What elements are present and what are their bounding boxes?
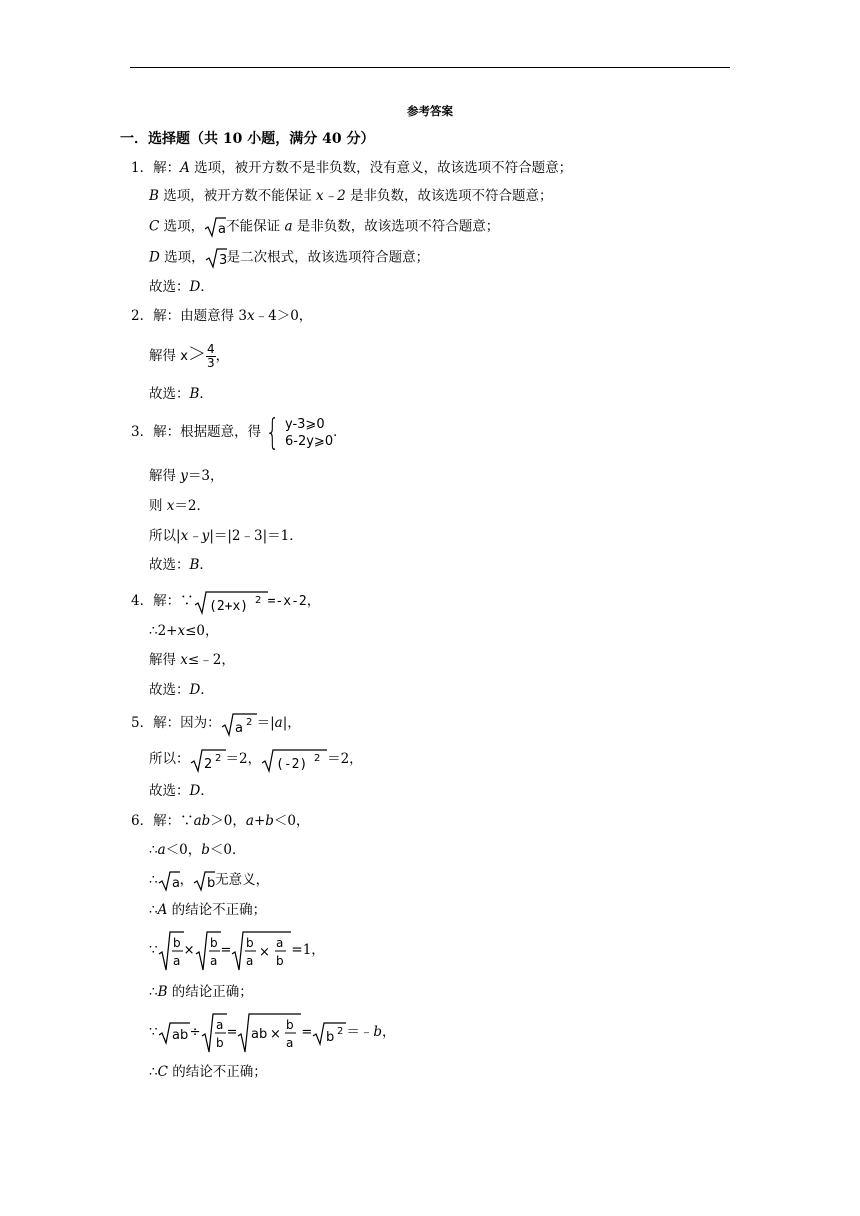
q5-answer xyxy=(149,781,214,801)
q6-line-2 xyxy=(149,868,269,893)
q6-l4-times: × xyxy=(183,943,195,958)
q1-line-c xyxy=(149,216,499,238)
q1-a-label: A xyxy=(180,160,190,176)
q1-ans-pre: 故选： xyxy=(149,279,190,295)
q1-line-a xyxy=(131,158,572,178)
q5-r1-exponent: 2 xyxy=(214,752,221,764)
q2-ans-post: ． xyxy=(199,386,213,402)
q5-line-lead xyxy=(131,710,301,737)
sqrt-3-radical xyxy=(205,247,227,269)
q6-l6-rhs: ＝﹣ xyxy=(346,1024,374,1040)
q6-l1-post: ＜0． xyxy=(209,842,246,858)
q6-l4-f1d: a xyxy=(172,954,180,968)
q2-lead: 2．解：由题意得 3 xyxy=(131,308,247,324)
q2-ans-pre: 故选： xyxy=(149,386,190,402)
q6-cond2-post: ＜0， xyxy=(273,813,310,829)
q6-l3-pre: ∴ xyxy=(149,902,158,918)
q2-answer xyxy=(149,384,213,404)
q4-exponent: 2 xyxy=(254,594,261,606)
q4-rhs: =-x-2 xyxy=(267,594,307,609)
q5-ans-pre: 故选： xyxy=(149,783,190,799)
q4-l1-pre: ∴2+ xyxy=(149,623,178,639)
section-heading: 一．选择题（共 10 小题，满分 40 分） xyxy=(120,131,375,147)
q6-line-7 xyxy=(149,1062,267,1082)
q4-l2-post: ≤﹣2， xyxy=(187,652,235,668)
q2-line-solution xyxy=(149,340,229,372)
q6-lead: 6．解：∵ xyxy=(131,813,194,829)
q4-ans: D xyxy=(189,682,201,698)
q6-l2-r2: b xyxy=(207,876,216,891)
q6-l1-b: b xyxy=(201,842,210,858)
q4-l2-pre: 解得 xyxy=(149,652,181,668)
q1-line-d xyxy=(149,247,429,269)
q2-line-lead xyxy=(131,306,312,326)
q1-b-text: 选项，被开方数不能保证 xyxy=(158,188,317,204)
q3-lead: 3．解：根据题意，得 xyxy=(131,424,262,440)
q6-line-5 xyxy=(149,982,253,1002)
q4-ans-pre: 故选： xyxy=(149,682,190,698)
q2-fraction xyxy=(206,343,216,370)
q3-lead-post: ． xyxy=(333,424,347,440)
sqrt-a-radical-2 xyxy=(158,869,180,893)
q6-l6-div: ÷ xyxy=(189,1025,201,1040)
q1-c-post1: 不能保证 xyxy=(226,218,285,235)
q6-l4-f3d: a xyxy=(246,954,254,968)
q1-d-post: 是二次根式，故该选项符合题意； xyxy=(226,249,430,266)
q1-b-label: B xyxy=(149,188,159,204)
q6-line-4 xyxy=(149,928,325,973)
sqrt-b-radical xyxy=(193,869,215,893)
q6-l2-r1: a xyxy=(171,876,180,891)
q3-l2-var: x xyxy=(166,498,175,514)
q1-c-label: C xyxy=(149,218,160,235)
q3-l3-pre: 所以| xyxy=(149,528,181,544)
sqrt-ab-radical xyxy=(158,1011,190,1055)
q2-num: 4 xyxy=(207,342,215,356)
q6-l6-r2: ab xyxy=(251,1027,268,1042)
q6-l6-post: ， xyxy=(381,1024,396,1040)
page-title: 参考答案 xyxy=(407,104,453,118)
q1-b-expr: x﹣2 xyxy=(316,188,346,204)
q1-c-post2: 是非负数，故该选项不符合题意； xyxy=(292,218,500,235)
q5-r1-post: ＝2， xyxy=(225,751,262,767)
q4-comma: ， xyxy=(306,593,321,609)
q6-l5-pre: ∴ xyxy=(149,984,158,1000)
q5-ans-post: ． xyxy=(200,783,214,799)
q5-r2-post: ＝2， xyxy=(327,751,363,767)
q3-l1-var: y xyxy=(180,468,188,484)
q6-l3-var: A xyxy=(157,902,168,918)
q5-ans: D xyxy=(189,783,201,799)
q1-b-post: 是非负数，故该选项不符合题意； xyxy=(345,188,553,204)
q6-l6-r3: b xyxy=(326,1030,335,1045)
q6-l7-var: C xyxy=(157,1064,168,1080)
q4-lead: 4．解：∵ xyxy=(131,593,194,609)
q6-l6-f1n: a xyxy=(215,1018,223,1032)
q6-l2-post: 无意义， xyxy=(215,872,270,888)
q5-rhs-pre: ＝| xyxy=(256,715,275,731)
q6-line-6 xyxy=(149,1010,395,1055)
q4-l1-var: x xyxy=(177,623,186,639)
q6-l7-post: 的结论不正确； xyxy=(167,1064,267,1080)
q6-cond1-post: ＞0， xyxy=(210,813,246,829)
q3-line-1 xyxy=(149,466,224,486)
q6-l5-var: B xyxy=(157,984,168,1000)
q1-d-radicand: 3 xyxy=(218,253,227,268)
q2-x: x xyxy=(246,308,255,324)
sqrt-a-squared-radical xyxy=(221,710,257,737)
sqrt-2-plus-x-squared-radical xyxy=(194,588,268,615)
q6-line-1 xyxy=(149,840,246,860)
q1-c-radicand: a xyxy=(218,222,227,237)
q6-l4-post: =1， xyxy=(291,942,325,958)
q6-l1-pre: ∴ xyxy=(149,842,158,858)
svg-text:×: × xyxy=(259,945,271,960)
q2-den: 3 xyxy=(207,356,215,370)
q6-l4-f1n: b xyxy=(172,936,181,950)
q6-l6-f1d: b xyxy=(215,1036,224,1050)
sqrt-b-squared-radical xyxy=(312,1011,346,1055)
q5-line-1 xyxy=(149,746,363,773)
q3-system xyxy=(261,411,334,453)
sqrt-a-over-b-radical xyxy=(201,1011,227,1055)
q5-r1-radicand: 2 xyxy=(203,756,212,772)
q4-radicand: (2+x) xyxy=(208,598,248,614)
q6-l6-sup: 2 xyxy=(337,1026,344,1037)
q6-line-lead xyxy=(131,811,310,831)
q3-line-2 xyxy=(149,496,210,516)
q6-l2-pre: ∴ xyxy=(149,872,158,888)
q1-d-label: D xyxy=(149,249,160,266)
q1-ans-post: ． xyxy=(200,279,214,295)
q6-l6-f2n: b xyxy=(286,1018,295,1032)
sqrt-b-over-a-radical-2 xyxy=(195,929,221,973)
sqrt-a-radical xyxy=(204,216,226,238)
q6-l4-f4n: a xyxy=(276,936,284,950)
q3-sys-row2: 6-2y⩾0 xyxy=(285,433,334,449)
q6-l4-pre: ∵ xyxy=(149,942,158,958)
sqrt-b-over-a-radical xyxy=(158,929,184,973)
q5-r2-radicand: (-2) xyxy=(276,756,308,772)
q3-line-3 xyxy=(149,526,303,546)
q1-answer xyxy=(149,277,214,297)
q4-line-2 xyxy=(149,650,235,670)
q6-l6-var: b xyxy=(373,1024,382,1040)
q4-ans-post: ． xyxy=(200,682,214,698)
q5-l1-pre: 所以： xyxy=(149,751,190,767)
q5-exponent: 2 xyxy=(245,716,252,728)
q6-l6-eq2: = xyxy=(301,1025,313,1040)
q4-l1-post: ≤0， xyxy=(185,623,219,639)
q6-l3-post: 的结论不正确； xyxy=(167,902,267,918)
q3-l1-pre: 解得 xyxy=(149,468,181,484)
q4-l2-var: x xyxy=(180,652,188,668)
q3-answer xyxy=(149,555,213,575)
q6-l6-eq: = xyxy=(226,1025,238,1040)
q6-cond2: a+b xyxy=(245,813,274,829)
sqrt-product-radical xyxy=(231,929,291,973)
q3-sys-row1: y-3⩾0 xyxy=(285,416,325,432)
q1-c-var: a xyxy=(284,218,293,235)
sqrt-2-squared-radical xyxy=(190,746,226,773)
q2-sol-pre: 解得 xyxy=(149,348,181,364)
q5-r2-exponent: 2 xyxy=(314,752,321,764)
q6-l1-mid: ＜0， xyxy=(165,842,202,858)
q6-l6-pre: ∵ xyxy=(149,1024,158,1040)
q3-ans: B xyxy=(189,557,200,573)
q2-ans: B xyxy=(189,386,200,402)
q1-a-text: 选项，被开方数不是非负数，没有意义，故该选项不符合题意； xyxy=(189,160,573,176)
q6-l6-times: × xyxy=(270,1027,282,1042)
brace-icon: { xyxy=(265,411,280,453)
sqrt-neg2-squared-radical xyxy=(261,746,327,773)
q1-line-b xyxy=(149,186,553,206)
q1-d-text: 选项， xyxy=(159,249,205,266)
q3-ans-post: ． xyxy=(199,557,213,573)
q3-l3-expr: x﹣y xyxy=(180,528,210,544)
q5-lead: 5．解：因为： xyxy=(131,715,221,731)
q2-sol-post: ， xyxy=(215,348,230,364)
q6-cond1: ab xyxy=(193,813,211,829)
q3-l1-post: ＝3， xyxy=(187,468,224,484)
q6-l4-f2d: a xyxy=(209,954,217,968)
q3-l2-post: ＝2． xyxy=(174,498,211,514)
q2-lead-post: ﹣4＞0， xyxy=(254,308,313,324)
q1-ans: D xyxy=(189,279,201,295)
q6-l4-f3n: b xyxy=(246,936,255,950)
q6-l6-r1: ab xyxy=(171,1028,188,1043)
q2-sol-var: x xyxy=(180,349,188,364)
q5-radicand: a xyxy=(234,720,243,736)
q6-l4-eq: = xyxy=(220,943,232,958)
q6-l6-f2d: a xyxy=(286,1036,294,1050)
q4-answer xyxy=(149,680,214,700)
q6-l4-f4d: b xyxy=(276,954,285,968)
q6-l4-f2n: b xyxy=(209,936,218,950)
q3-line-lead xyxy=(131,412,347,452)
q4-line-1 xyxy=(149,621,219,641)
q1-lead: 1．解： xyxy=(131,160,181,176)
sqrt-ab-times-b-over-a-radical xyxy=(237,1011,301,1055)
q2-sol-rel: ＞ xyxy=(188,344,206,365)
q5-rhs-post: |， xyxy=(282,715,301,731)
q3-ans-pre: 故选： xyxy=(149,557,190,573)
q4-line-lead xyxy=(131,588,320,615)
q6-line-3 xyxy=(149,900,266,920)
q3-l3-post: |＝|2﹣3|＝1． xyxy=(209,528,303,544)
q6-l7-pre: ∴ xyxy=(149,1064,158,1080)
q5-rhs-var: a xyxy=(274,715,283,731)
q1-c-text: 选项， xyxy=(159,218,205,235)
q6-l2-mid: ， xyxy=(179,872,194,888)
q6-l5-post: 的结论正确； xyxy=(167,984,253,1000)
header-rule xyxy=(130,67,730,68)
q3-l2-pre: 则 xyxy=(149,498,167,514)
q6-l1-a: a xyxy=(157,842,166,858)
